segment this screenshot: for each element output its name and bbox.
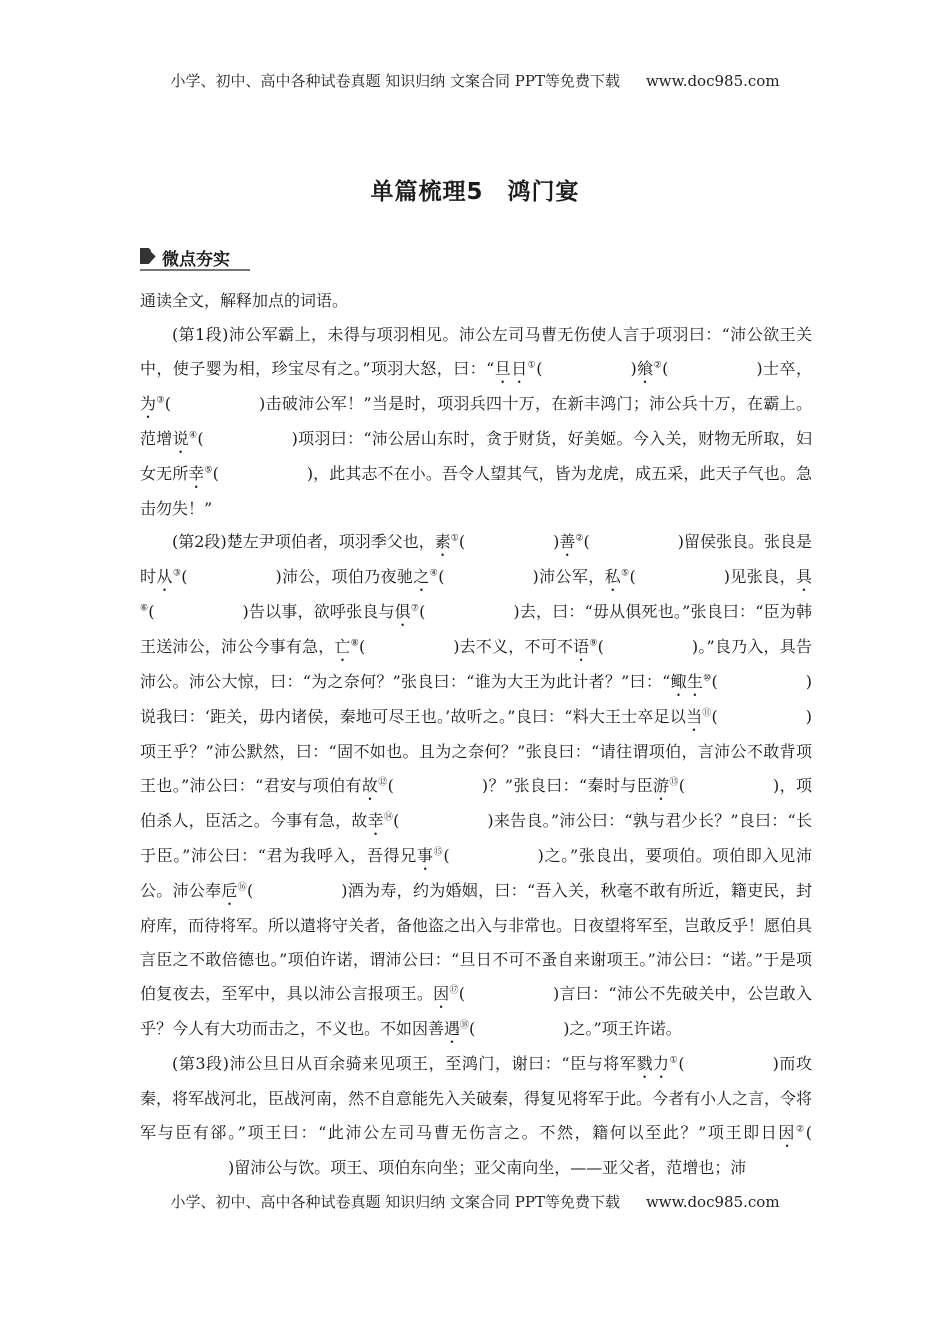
footnote-number: ⑭ (383, 812, 394, 823)
dotted-word: 当 (686, 707, 703, 727)
dotted-word: 之 (413, 567, 430, 587)
dotted-word: 鲰生 (670, 672, 704, 692)
paragraph-1: (第1段)沛公军霸上，未得与项羽相见。沛公左司马曹无伤使人言于项羽曰：“沛公欲王关中，使子婴为相，珍宝尽有之。”项羽大怒，曰：“旦日①( )飨②( )士卒，为③( )击破沛公军！”当是时，项羽兵四十万，在新丰鸿门；沛公兵十万，在霸上。范增说④( )项羽曰：“沛公居山东时，贪于财货，好美姬。今入关，财物无所取，妇女无所幸⑤( )，此其志不在小。吾令人望其气，皆为龙虎，成五采，此天子气也。急击勿失！” (140, 324, 812, 518)
footnote-number: ⑱ (460, 1020, 470, 1031)
paragraph-2: (第2段)楚左尹项伯者，项羽季父也，素①( )善②( )留侯张良。张良是时从③( )沛公，项伯乃夜驰之④( )沛公军，私⑤( )见张良，具⑥( )告以事，欲呼张良与俱⑦( )去，曰：“毋从俱死也。”张良曰：“臣为韩王送沛公，沛公今事有急，亡⑧( )去不义，不可不语⑨( )。”良乃入，具告沛公。沛公大惊，曰：“为之奈何？”张良曰：“谁为大王为此计者？”曰：“鲰生⑩( )说我曰：‘距关，毋内诸侯，秦地可尽王也。’故听之。”良曰：“料大王士卒足以当⑪( )项王乎？”沛公默然，曰：“固不如也。且为之奈何？”张良曰：“请往谓项伯，言沛公不敢背项王也。”沛公曰：“君安与项伯有故⑫( )？”张良曰：“秦时与臣游⑬( )，项伯杀人，臣活之。今事有急，故幸⑭( )来告良。”沛公曰：“孰与君少长？”良曰：“长于臣。”沛公曰：“君为我呼入，吾得兄事⑮( )之。”张良出，要项伯。项伯即入见沛公。沛公奉卮⑯( )酒为寿，约为婚姻，曰：“吾入关，秋毫不敢有所近，籍吏民，封府库，而待将军。所以遣将守关者，备他盗之出入与非常也。日夜望将军至，岂敢反乎！愿伯具言臣之不敢倍德也。”项伯许诺，谓沛公曰：“旦日不可不蚤自来谢项王。”沛公曰：“诺。”于是项伯复夜去，至军中，具以沛公言报项王。因⑰( )言曰：“沛公不先破关中，公岂敢入乎？今人有大功而击之，不义也。不如因善遇⑱( )之。”项王许诺。 (140, 532, 813, 1038)
section-title: 微点夯实 (162, 250, 230, 270)
paragraph-label: (第3段) (172, 1053, 230, 1073)
dotted-word: 说 (172, 428, 189, 448)
footnote-number: ③ (172, 569, 182, 580)
page-header (0, 70, 950, 91)
dotted-word: 戮力 (636, 1053, 670, 1073)
footnote-number: ⑩ (703, 674, 712, 685)
page-footer (0, 1191, 950, 1212)
dotted-word: 素 (434, 532, 451, 552)
footnote-number: ④ (429, 569, 439, 580)
dotted-word: 飨 (636, 358, 654, 378)
footnote-number: ⑮ (433, 847, 444, 858)
footnote-number: ⑧ (350, 639, 359, 650)
paragraph-label: (第2段) (172, 532, 227, 552)
dotted-word: 为 (140, 393, 157, 413)
page-title: 单篇梳理5 鸿门宴 (370, 179, 580, 205)
dotted-word: 故 (361, 776, 379, 796)
dotted-word: 亡 (334, 637, 351, 657)
footnote-number: ② (796, 1124, 806, 1135)
paragraph-3: (第3段)沛公旦日从百余骑来见项王，至鸿门，谢曰：“臣与将军戮力①( )而攻秦，将军战河北，臣战河南，然不自意能先入关破秦，得复见将军于此。今者有小人之言，令将军与臣有郤。”项王曰：“此沛公左司马曹无伤言之。不然，籍何以至此？”项王即日因②()留沛公与饮。项王、项伯东向坐；亚父南向坐，——亚父者，范增也；沛 (140, 1053, 813, 1177)
dotted-word: 事 (416, 846, 434, 866)
footnote-number: ⑯ (237, 882, 248, 893)
dotted-word: 幸 (188, 463, 205, 483)
dotted-word: 游 (652, 776, 670, 796)
dotted-word: 卮 (221, 881, 238, 901)
footnote-number: ② (653, 360, 663, 371)
dotted-word: 因 (433, 983, 450, 1003)
dotted-word: 遇 (444, 1018, 461, 1038)
footnote-number: ⑤ (621, 569, 630, 580)
dotted-word: 因 (778, 1122, 797, 1142)
footnote-number: ① (669, 1055, 679, 1066)
dotted-word: 俱 (394, 602, 411, 622)
footnote-number: ⑫ (378, 777, 388, 788)
footnote-number: ① (450, 534, 459, 545)
header-text: 小学、初中、高中各种试卷真题 知识归纳 文案合同 PPT等免费下载 (170, 72, 620, 90)
dotted-word: 语 (573, 637, 590, 657)
header-site[interactable]: www.doc985.com (645, 72, 780, 90)
footnote-number: ⑬ (669, 777, 679, 788)
footnote-number: ⑪ (702, 709, 712, 720)
footnote-number: ① (527, 360, 537, 371)
exercise-body (140, 284, 812, 1184)
dotted-word: 幸 (367, 811, 384, 831)
section-heading (140, 245, 250, 271)
footnote-number: ⑤ (204, 465, 213, 476)
footer-site[interactable]: www.doc985.com (645, 1193, 780, 1211)
dotted-word: 从 (156, 567, 173, 587)
dotted-word: 旦日 (494, 358, 528, 378)
footnote-number: ⑦ (410, 604, 420, 615)
footnote-number: ⑥ (140, 604, 149, 615)
footer-text: 小学、初中、高中各种试卷真题 知识归纳 文案合同 PPT等免费下载 (170, 1193, 620, 1211)
dotted-word: 私 (604, 567, 622, 587)
instruction: 通读全文，解释加点的词语。 (140, 291, 349, 310)
footnote-number: ③ (156, 395, 165, 406)
footnote-number: ④ (188, 430, 198, 441)
footnote-number: ⑰ (449, 985, 459, 996)
footnote-number: ⑨ (589, 639, 598, 650)
dotted-word: 具 (795, 567, 812, 587)
paragraph-label: (第1段) (172, 324, 229, 344)
dotted-word: 善 (559, 532, 576, 552)
footnote-number: ② (575, 534, 584, 545)
